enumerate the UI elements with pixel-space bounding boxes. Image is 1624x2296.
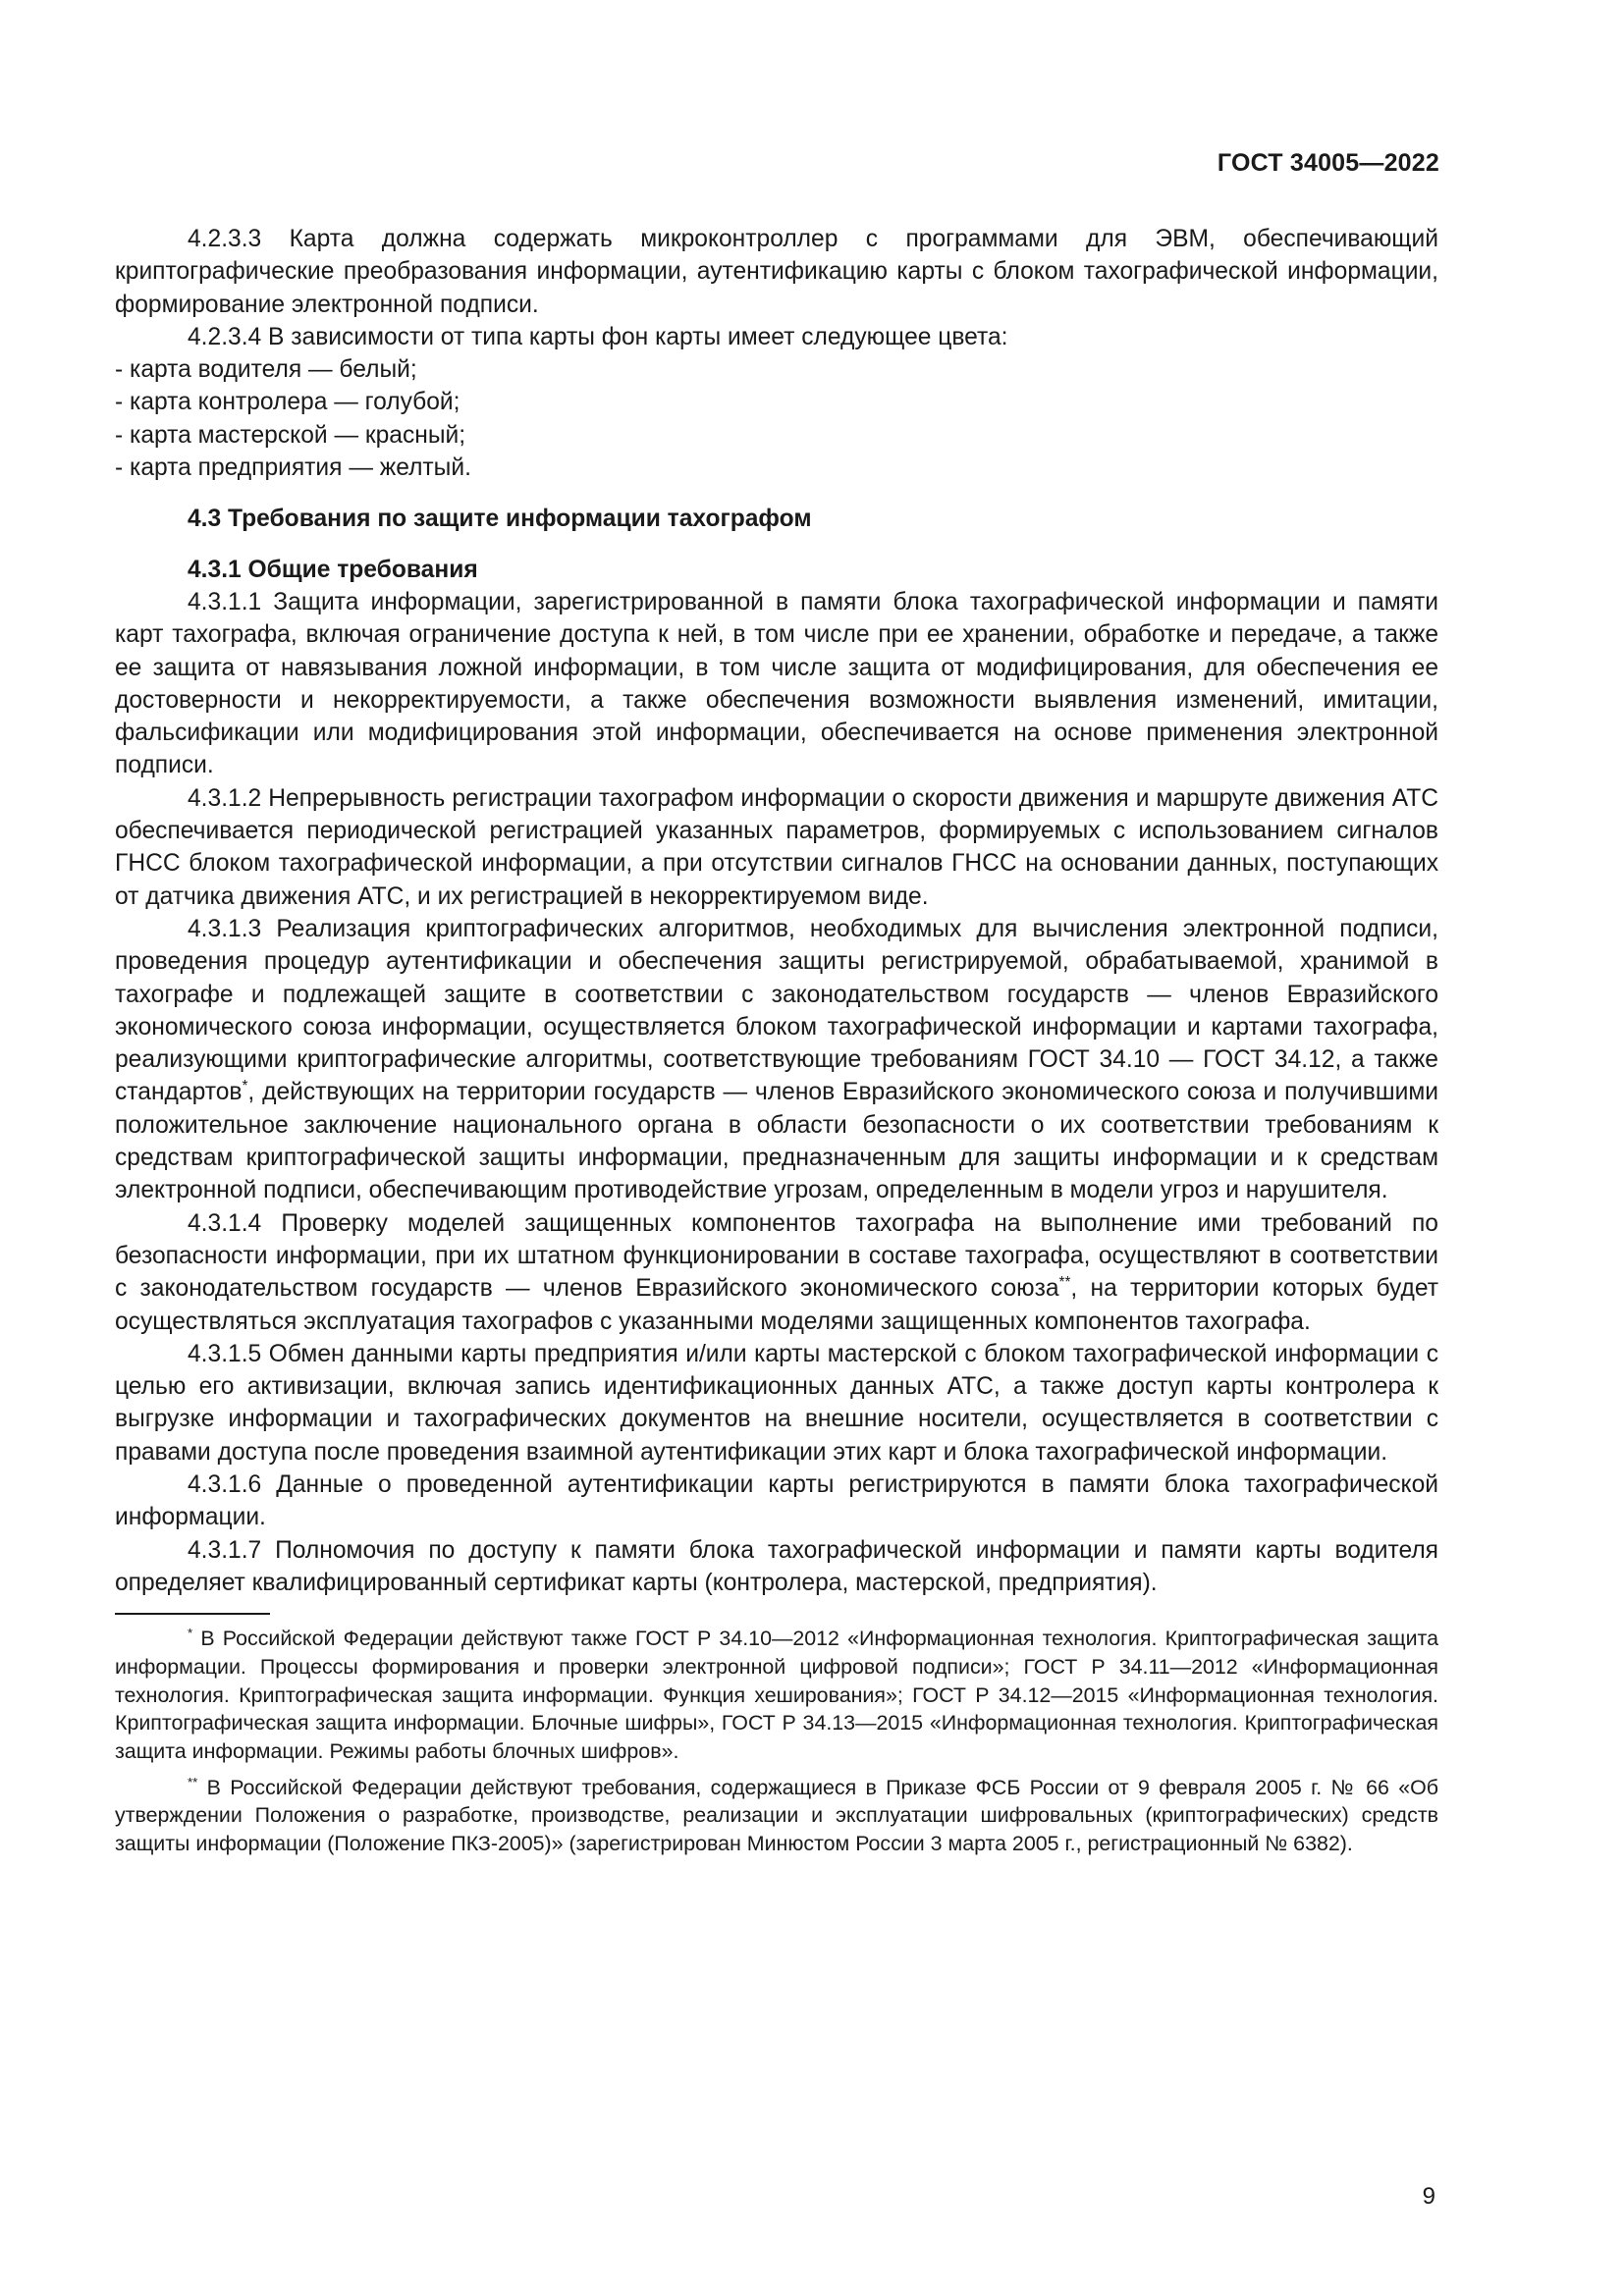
paragraph-4-3-1-2: 4.3.1.2 Непрерывность регистрации тахографом информации о скорости движения и маршруте движения АТС обеспечивается периодической регистрацией указанных параметров, формируемых с использованием сигналов ГНСС блоком тахографической информации, а при отсутствии сигналов ГНСС на основании данных, поступающих от датчика движения АТС, и их регистрацией в некорректируемом виде. [115,784,1438,910]
paragraph-4-3-1-4-part2: , на территории которых будет осуществляться эксплуатация тахографов с указанными моделями защищенных компонентов тахографа. [115,1275,1438,1335]
footnote-2-mark: ** [188,1774,198,1789]
paragraph-4-2-3-4: 4.2.3.4 В зависимости от типа карты фон карты имеет следующее цвета: [188,323,1008,350]
list-item: - карта мастерской — красный; [115,421,466,449]
paragraph-4-3-1-3-part2: , действующих на территории государств — членов Евразийского экономического союза и получившими положительное заключение национального органа в области безопасности о их соответствии требованиям к средствам криптографической защиты информации, предназначенным для защиты информации и к средствам электронной подписи, обеспечивающим противодействие угрозам, определенным в модели угроз и нарушителя. [115,1079,1438,1204]
paragraph-4-3-1-1: 4.3.1.1 Защита информации, зарегистрированной в памяти блока тахографической информации и памяти карт тахографа, включая ограничение доступа к ней, в том числе при ее хранении, обработке и передаче, а также ее защита от навязывания ложной информации, в том числе защита от модифицирования, для обеспечения ее достоверности и некорректируемости, а также обеспечения возможности выявления изменений, имитации, фальсификации или модифицирования этой информации, обеспечивается на основе применения электронной подписи. [115,588,1438,779]
footnote-1 [115,1625,1438,1766]
list-item: - карта контролера — голубой; [115,389,460,416]
footnote-divider [115,1613,270,1615]
paragraph-4-3-1-4 [115,1207,1438,1338]
list-item: - карта предприятия — желтый. [115,454,471,482]
paragraph-4-3-1-3 [115,913,1438,1207]
list-item: - карта водителя — белый; [115,356,417,384]
main-text [115,223,1438,1866]
paragraph-4-3-1-6: 4.3.1.6 Данные о проведенной аутентификации карты регистрируются в памяти блока тахографической информации. [115,1470,1438,1531]
paragraph-4-2-3-3: 4.2.3.3 Карта должна содержать микроконтроллер с программами для ЭВМ, обеспечивающий криптографические преобразования информации, аутентификацию карты с блоком тахографической информации, формирование электронной подписи. [115,226,1438,318]
footnotes [115,1625,1438,1858]
page-number: 9 [1422,2183,1435,2210]
footnote-ref-2: ** [1058,1274,1071,1292]
footnote-2 [115,1774,1438,1858]
paragraph-4-3-1-3-part1: 4.3.1.3 Реализация криптографических алгоритмов, необходимых для вычисления электронной подписи, проведения процедур аутентификации и обеспечения защиты регистрируемой, обрабатываемой, хранимой в тахографе и подлежащей защите в соответствии с законодательством государств — членов Евразийского экономического союза информации, осуществляется блоком тахографической информации и картами тахографа, реализующими криптографические алгоритмы, соответствующие требованиям ГОСТ 34.10 — ГОСТ 34.12, а также стандартов [115,915,1438,1106]
standard-code-header: ГОСТ 34005—2022 [1217,149,1439,177]
paragraph-4-3-1-5: 4.3.1.5 Обмен данными карты предприятия и/или карты мастерской с блоком тахографической информации с целью его активизации, включая запись идентификационных данных АТС, а также доступ карты контролера к выгрузке информации и тахографических документов на внешние носители, осуществляется в соответствии с правами доступа после проведения взаимной аутентификации этих карт и блока тахографической информации. [115,1340,1438,1466]
section-heading-4-3: 4.3 Требования по защите информации тахографом [188,506,812,533]
footnote-1-mark: * [188,1626,193,1641]
footnote-2-text: В Российской Федерации действуют требования, содержащиеся в Приказе ФСБ России от 9 февраля 2005 г. № 66 «Об утверждении Положения о разработке, производстве, реализации и эксплуатации шифровальных (криптографических) средств защиты информации (Положение ПКЗ-2005)» (зарегистрирован Минюстом России 3 марта 2005 г., регистрационный № 6382). [115,1775,1438,1856]
subsection-heading-4-3-1: 4.3.1 Общие требования [188,556,478,583]
footnote-ref-1: * [242,1078,248,1095]
paragraph-4-3-1-7: 4.3.1.7 Полномочия по доступу к памяти блока тахографической информации и памяти карты водителя определяет квалифицированный сертификат карты (контролера, мастерской, предприятия). [115,1536,1438,1596]
footnote-1-text: В Российской Федерации действуют также ГОСТ Р 34.10—2012 «Информационная технология. Криптографическая защита информации. Процессы формирования и проверки электронной цифровой подписи»; ГОСТ Р 34.11—2012 «Информационная технология. Криптографическая защита информации. Функция хеширования»; ГОСТ Р 34.12—2015 «Информационная технология. Криптографическая защита информации. Блочные шифры», ГОСТ Р 34.13—2015 «Информационная технология. Криптографическая защита информации. Режимы работы блочных шифров». [115,1627,1438,1763]
paragraph-4-3-1-4-part1: 4.3.1.4 Проверку моделей защищенных компонентов тахографа на выполнение ими требований по безопасности информации, при их штатном функционировании в составе тахографа, осуществляют в соответствии с законодательством государств — членов Евразийского экономического союза [115,1209,1438,1303]
